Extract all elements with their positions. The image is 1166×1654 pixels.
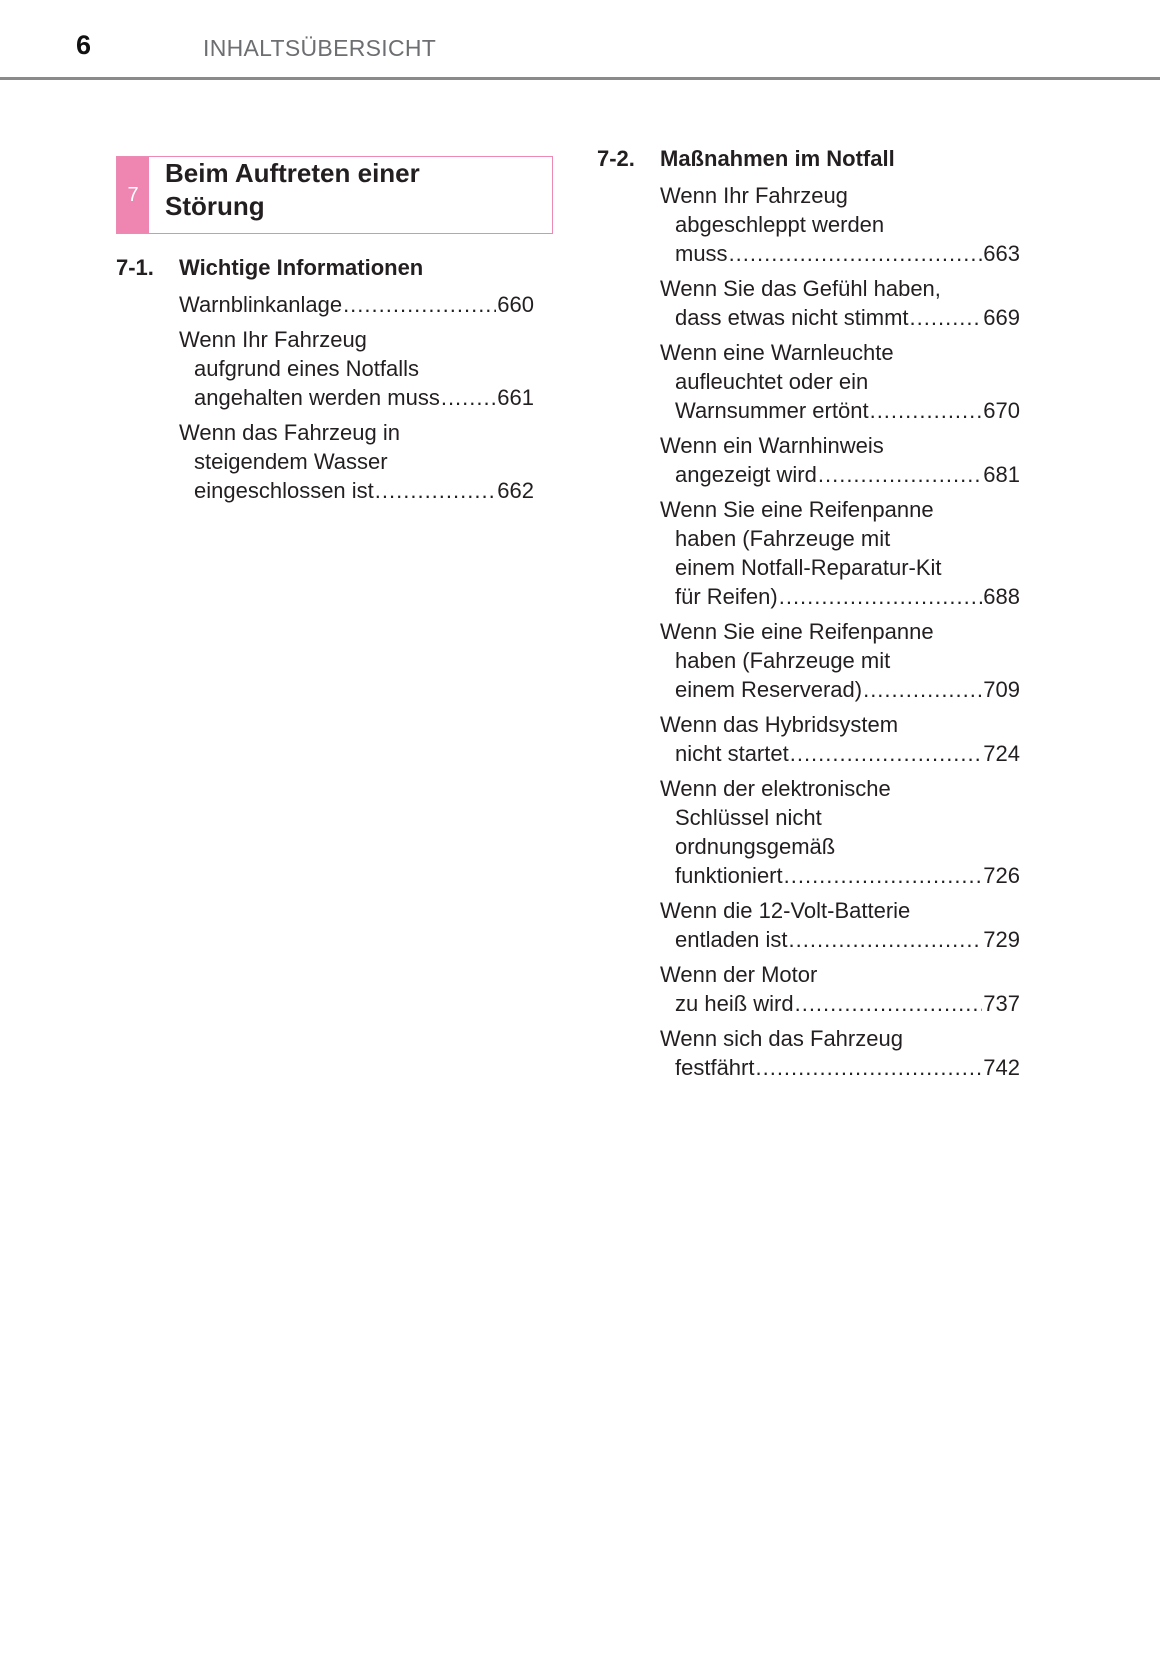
chapter-title-line: Beim Auftreten einer [165,158,420,188]
toc-entry-text-line: entladen ist [675,927,788,952]
toc-entry[interactable] [179,418,534,505]
page-reference[interactable]: 724 [983,741,1020,766]
toc-entry-list [179,290,534,505]
section-title: Wichtige Informationen [179,255,424,280]
toc-entry-list [660,181,1020,1082]
toc-entry-text-line: aufleuchtet oder ein [675,369,869,394]
toc-entry-last-line [660,582,1020,611]
chapter-title-line: Störung [165,191,265,221]
page-reference[interactable]: 729 [983,927,1020,952]
toc-entry-text-line: nicht startet [675,741,789,766]
dot-leader [755,1053,982,1082]
dot-leader [870,396,983,425]
toc-entry-text-line: Warnsummer ertönt [675,398,869,423]
toc-entry-last-line [660,925,1020,954]
toc-entry-text-line: Wenn Sie eine Reifenpanne [660,619,934,644]
toc-entry[interactable] [660,431,1020,489]
section-heading [116,255,534,290]
page-reference[interactable]: 737 [983,991,1020,1016]
toc-entry-text-line: Schlüssel nicht [675,805,822,830]
dot-leader [779,582,983,611]
toc-entry-last-line [660,303,1020,332]
toc-entry-text-line: Wenn eine Warnleuchte [660,340,894,365]
toc-section-7-2 [597,146,1020,1088]
toc-entry-text-line: Wenn das Fahrzeug in [179,420,400,445]
toc-entry-text-line: festfährt [675,1055,755,1080]
toc-entry-text-line: steigendem Wasser [194,449,388,474]
page-reference[interactable]: 709 [983,677,1020,702]
toc-entry-last-line [660,396,1020,425]
toc-entry-text-line: angehalten werden muss [194,385,440,410]
page-reference[interactable]: 681 [983,462,1020,487]
toc-entry-text-line: zu heiß wird [675,991,794,1016]
dot-leader [910,303,983,332]
section-number: 7-2. [597,146,635,171]
toc-entry-text-line: Wenn Ihr Fahrzeug [179,327,367,352]
toc-entry-text-line: Wenn ein Warnhinweis [660,433,884,458]
dot-leader [789,925,983,954]
toc-entry-last-line [179,290,534,319]
page-reference[interactable]: 661 [497,385,534,410]
chapter-title [165,157,420,223]
page-reference[interactable]: 660 [497,292,534,317]
header-title: INHALTSÜBERSICHT [203,35,437,61]
page-reference[interactable]: 742 [983,1055,1020,1080]
toc-entry-last-line [660,1053,1020,1082]
page-reference[interactable]: 663 [983,241,1020,266]
toc-entry[interactable] [179,325,534,412]
toc-entry-text-line: Wenn Sie das Gefühl haben, [660,276,941,301]
page-reference[interactable]: 726 [983,863,1020,888]
toc-entry-last-line [660,460,1020,489]
toc-entry-text-line: Wenn die 12-Volt-Batterie [660,898,911,923]
page-reference[interactable]: 688 [983,584,1020,609]
toc-entry-text-line: Wenn der Motor [660,962,818,987]
toc-entry[interactable] [660,338,1020,425]
toc-entry-text-line: haben (Fahrzeuge mit [675,648,891,673]
page-reference[interactable]: 662 [497,478,534,503]
dot-leader [863,675,982,704]
section-title: Maßnahmen im Notfall [660,146,895,171]
toc-entry-last-line [660,989,1020,1018]
dot-leader [784,861,983,890]
toc-entry[interactable] [660,1024,1020,1082]
toc-entry-text-line: für Reifen) [675,584,778,609]
toc-entry-last-line [660,861,1020,890]
toc-entry-text-line: muss [675,241,728,266]
toc-entry[interactable] [660,181,1020,268]
toc-entry[interactable] [660,896,1020,954]
toc-entry[interactable] [179,290,534,319]
toc-entry[interactable] [660,710,1020,768]
page-number: 6 [76,30,92,60]
toc-entry-last-line [179,383,534,412]
toc-entry-text-line: einem Reserverad) [675,677,863,702]
dot-leader [795,989,983,1018]
toc-entry-text-line: Wenn sich das Fahrzeug [660,1026,903,1051]
toc-entry-last-line [179,476,534,505]
toc-entry[interactable] [660,495,1020,611]
toc-entry[interactable] [660,617,1020,704]
toc-entry-text-line: einem Notfall-Reparatur-Kit [675,555,942,580]
section-heading [597,146,1020,181]
toc-section-7-1 [116,255,534,511]
toc-entry[interactable] [660,274,1020,332]
toc-entry-text-line: Wenn Sie eine Reifenpanne [660,497,934,522]
page-reference[interactable]: 670 [983,398,1020,423]
chapter-heading-box [116,156,553,234]
header-divider [0,77,1160,80]
toc-entry[interactable] [660,960,1020,1018]
dot-leader [790,739,983,768]
toc-entry-text-line: eingeschlossen ist [194,478,374,503]
toc-entry-last-line [660,739,1020,768]
toc-entry-text-line: abgeschleppt werden [675,212,885,237]
toc-entry-last-line [660,675,1020,704]
dot-leader [343,290,496,319]
section-number: 7-1. [116,255,154,280]
dot-leader [818,460,982,489]
dot-leader [729,239,983,268]
dot-leader [375,476,497,505]
toc-entry-last-line [660,239,1020,268]
toc-entry-text-line: Wenn der elektronische [660,776,891,801]
toc-entry[interactable] [660,774,1020,890]
toc-entry-text-line: haben (Fahrzeuge mit [675,526,891,551]
toc-entry-text-line: aufgrund eines Notfalls [194,356,420,381]
toc-entry-text-line: Wenn das Hybridsystem [660,712,899,737]
chapter-number-tab: 7 [117,157,149,233]
dot-leader [441,383,496,412]
toc-entry-text-line: ordnungsgemäß [675,834,836,859]
toc-entry-text-line: funktioniert [675,863,783,888]
toc-entry-text-line: dass etwas nicht stimmt [675,305,909,330]
toc-entry-text-line: angezeigt wird [675,462,817,487]
page-reference[interactable]: 669 [983,305,1020,330]
toc-entry-text-line: Wenn Ihr Fahrzeug [660,183,848,208]
toc-entry-text-line: Warnblinkanlage [179,292,343,317]
